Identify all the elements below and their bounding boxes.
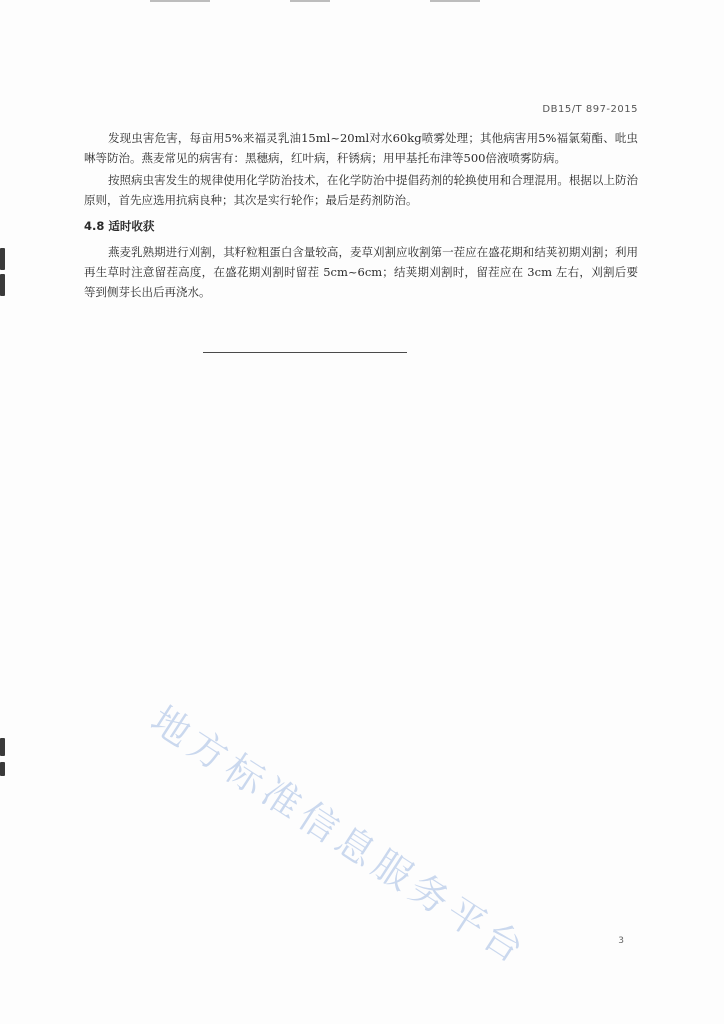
end-of-document-rule: [203, 352, 407, 353]
scan-artifact-left: [0, 248, 5, 270]
standard-code: DB15/T 897-2015: [542, 104, 638, 115]
body-paragraph: 按照病虫害发生的规律使用化学防治技术，在化学防治中提倡药剂的轮换使用和合理混用。根据以上防治原则，首先应选用抗病良种；其次是实行轮作；最后是药剂防治。: [84, 173, 638, 207]
body-paragraph: 燕麦乳熟期进行刈割，其籽粒粗蛋白含量较高，麦草刈割应收割第一茬应在盛花期和结荚初期刈割；利用再生草时注意留茬高度，在盛花期刈割时留茬 5cm~6cm；结荚期刈割时，留茬应在 3cm 左右，刈割后要等到侧芽长出后再浇水。: [84, 245, 638, 299]
scan-artifact-left: [0, 274, 5, 296]
scan-artifact-top: [290, 0, 330, 2]
scan-artifact-left: [0, 762, 5, 776]
scan-artifact-top: [430, 0, 480, 2]
document-body: [84, 128, 638, 304]
watermark: 地方标准信息服务平台: [143, 697, 537, 975]
scan-artifact-top: [150, 0, 210, 2]
body-paragraph: 发现虫害危害，每亩用5%来福灵乳油15ml~20ml对水60kg喷雾处理；其他病害用5%福氯菊酯、吡虫啉等防治。燕麦常见的病害有：黑穗病，红叶病，秆锈病；用甲基托布津等500倍液喷雾防病。: [84, 131, 638, 165]
scan-artifact-left: [0, 738, 5, 756]
page-number: 3: [618, 936, 624, 946]
section-heading: 4.8 适时收获: [84, 219, 155, 233]
